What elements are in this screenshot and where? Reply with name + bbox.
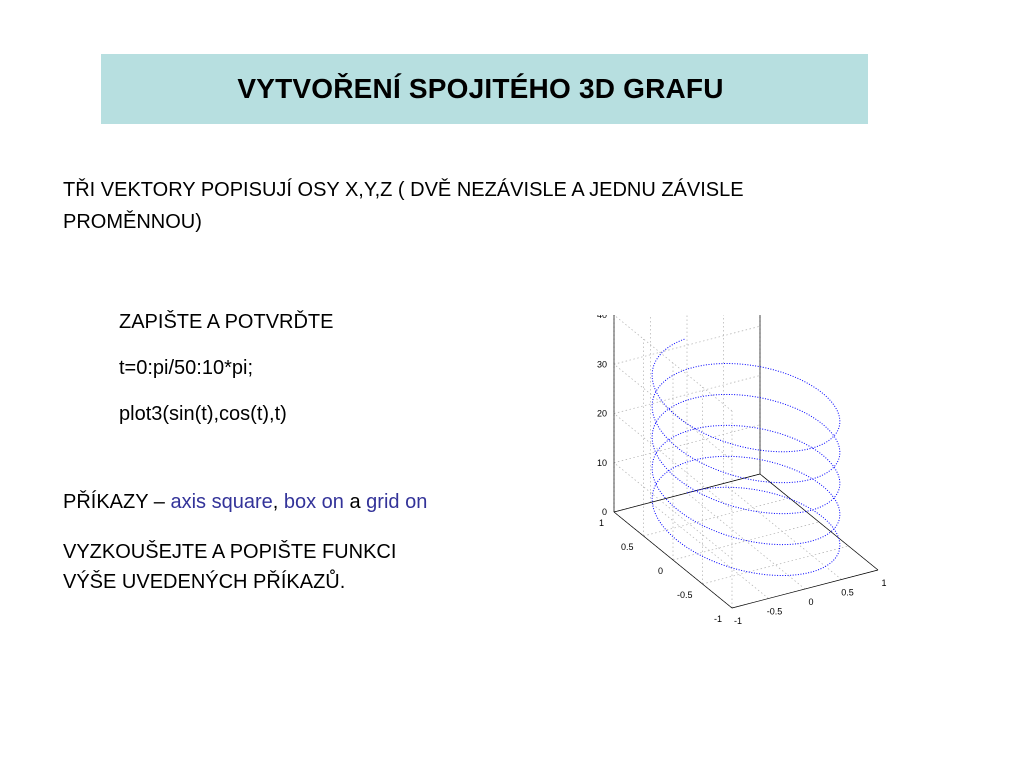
slide-title: VYTVOŘENÍ SPOJITÉHO 3D GRAFU	[237, 73, 724, 104]
floor-edge-right	[760, 474, 878, 570]
commands-sep-2: a	[343, 491, 367, 513]
title-banner	[101, 54, 868, 124]
task-text	[63, 537, 523, 597]
z-tick-label: 40	[596, 315, 607, 320]
command-axis-square: axis square	[170, 491, 273, 513]
x-axis-line	[732, 570, 878, 608]
command-grid-on: grid on	[366, 491, 428, 513]
helix-curve	[652, 339, 840, 576]
code-instructions	[119, 309, 334, 447]
plot-grid	[614, 315, 878, 608]
task-line-1: VYZKOUŠEJTE A POPIŠTE FUNKCI	[63, 541, 397, 563]
y-axis-line	[614, 512, 732, 608]
z-tick-label: 10	[596, 457, 607, 468]
y-tick-label: 0.5	[620, 542, 634, 552]
x-tick-label: -1	[733, 616, 743, 626]
intro-line-2: PROMĚNNOU)	[63, 211, 202, 233]
x-tick-label: 0.5	[841, 587, 854, 598]
commands-line	[63, 488, 427, 516]
code-instruction: ZAPIŠTE A POTVRĎTE	[119, 311, 334, 333]
commands-sep-1: ,	[272, 491, 284, 513]
z-tick-label: 0	[601, 507, 607, 517]
y-tick-label: 1	[598, 518, 604, 528]
z-tick-label: 30	[596, 359, 607, 370]
code-line-2: plot3(sin(t),cos(t),t)	[119, 403, 287, 425]
z-tick-label: 20	[596, 408, 607, 419]
command-box-on: box on	[283, 491, 344, 513]
code-line-1: t=0:pi/50:10*pi;	[119, 357, 253, 379]
task-line-2: VÝŠE UVEDENÝCH PŘÍKAZŮ.	[63, 571, 346, 593]
grid-line-wall-x-horiz	[614, 315, 732, 411]
helix-curve-path	[652, 339, 840, 576]
y-tick-label: -1	[713, 614, 722, 624]
x-tick-label: 0	[808, 597, 814, 607]
x-tick-label: 1	[881, 578, 887, 588]
y-tick-label: 0	[657, 566, 663, 576]
y-tick-label: -0.5	[676, 590, 693, 600]
x-tick-label: -0.5	[766, 606, 783, 617]
plot-axes	[614, 315, 878, 608]
intro-line-1: TŘI VEKTORY POPISUJÍ OSY X,Y,Z ( DVĚ NEZÁVISLE A JEDNU ZÁVISLE	[63, 179, 744, 201]
intro-text	[63, 174, 963, 238]
helix-plot	[580, 315, 900, 635]
grid-line-floor-x	[651, 503, 769, 599]
grid-line-floor-y	[644, 498, 790, 536]
helix-plot-svg	[580, 315, 900, 635]
commands-prefix: PŘÍKAZY –	[63, 491, 171, 513]
